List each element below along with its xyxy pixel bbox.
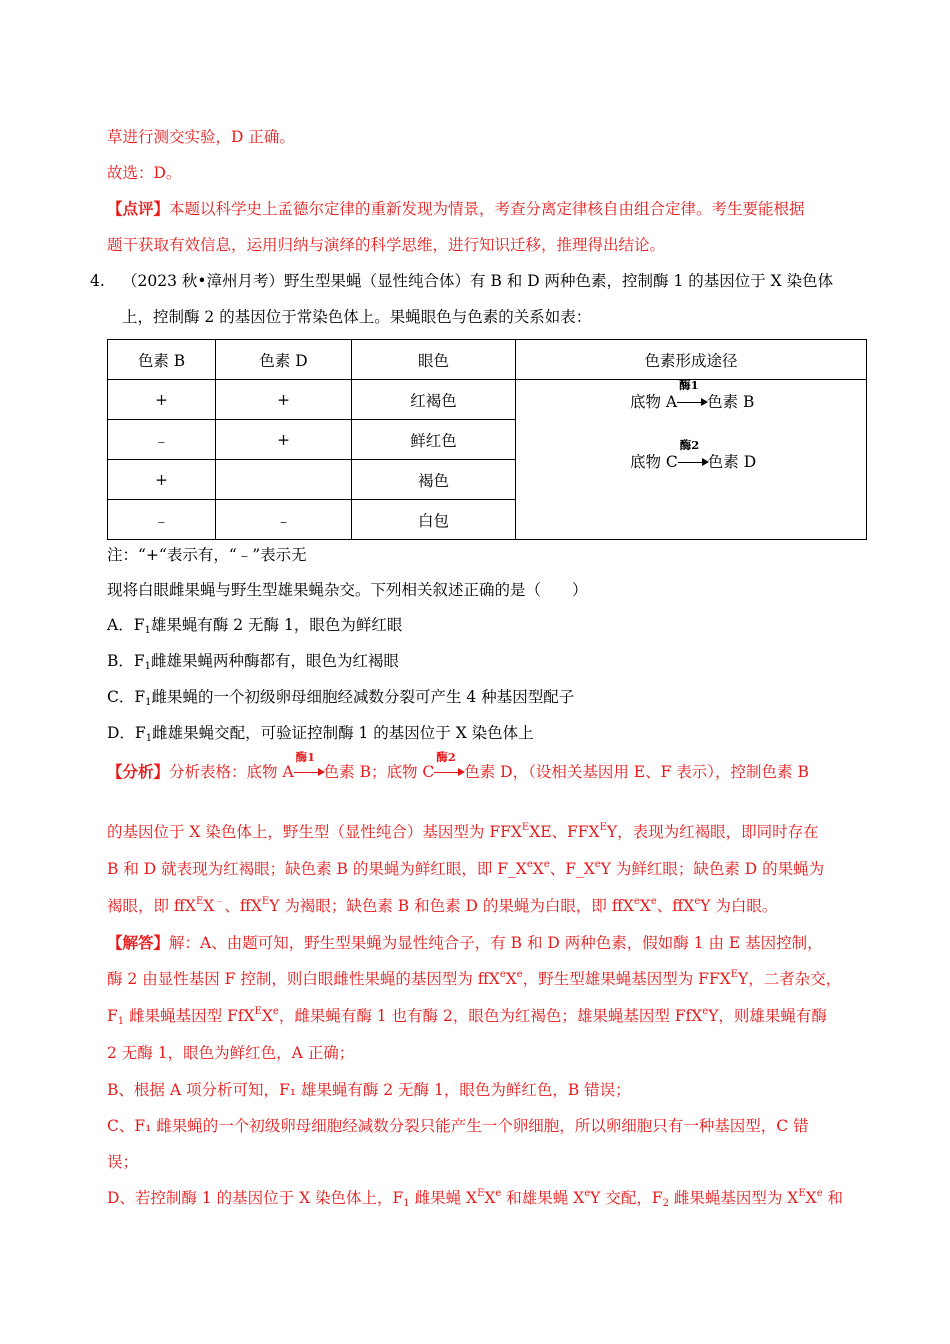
table-header-cell: 色素 D — [216, 340, 352, 380]
pathway-cell — [516, 380, 867, 540]
question-prompt: 现将白眼雌果蝇与野生型雄果蝇杂交。下列相关叙述正确的是（ ） — [107, 581, 588, 599]
option-b: B．$F_1$雌雄果蝇两种酶都有，眼色为红褐眼 — [107, 652, 400, 672]
option-d-text: 雌雄果蝇交配，可验证控制酶 1 的基因位于 X 染色体上 — [152, 724, 534, 742]
question-number: 4. — [90, 272, 105, 290]
table-cell: 鲜红色 — [352, 420, 516, 460]
analysis-tail: 色素 D，（设相关基因用 E、F 表示），控制色素 B — [464, 763, 809, 781]
question-stem-2: 上，控制酶 2 的基因位于常染色体上。果蝇眼色与色素的关系如表： — [122, 308, 592, 326]
solution-line-1 — [107, 933, 823, 953]
arrow-icon — [677, 378, 707, 407]
table-row — [108, 380, 867, 420]
option-c: C．$F_1$雌果蝇的一个初级卵母细胞经减数分裂可产生 4 种基因型配子 — [107, 688, 575, 708]
pathway-2-end: 色素 D — [707, 453, 757, 471]
table-cell: + — [108, 460, 216, 500]
question-stem-1: （2023 秋•漳州月考）野生型果蝇（显性纯合体）有 B 和 D 两种色素，控制酶 1 的基因位于 X 染色体 — [122, 272, 834, 290]
pathway-2-enzyme: 酶2 — [679, 438, 700, 452]
pathway-1-enzyme: 酶1 — [679, 378, 699, 392]
comment-line-2: 题干获取有效信息，运用归纳与演绎的科学思维，进行知识迁移，推理得出结论。 — [107, 236, 666, 254]
table-cell: 白包 — [352, 500, 516, 540]
option-a-text: 雄果蝇有酶 2 无酶 1，眼色为鲜红眼 — [150, 616, 403, 634]
solution-b: B、根据 A 项分析可知，F₁ 雄果蝇有酶 2 无酶 1，眼色为鲜红色，B 错误； — [107, 1081, 631, 1099]
arrow-icon — [678, 438, 708, 467]
analysis-tag: 【分析】 — [107, 762, 170, 781]
comment-tag: 【点评】 — [107, 199, 170, 218]
table-cell: 褐色 — [352, 460, 516, 500]
option-b-text: 雌雄果蝇两种酶都有，眼色为红褐眼 — [151, 652, 400, 670]
pigment-table — [107, 339, 867, 540]
table-cell: ﹣ — [216, 500, 352, 540]
comment-line-1 — [107, 199, 805, 219]
pathway-2 — [630, 438, 757, 472]
comment-text-1: 本题以科学史上孟德尔定律的重新发现为情景，考查分离定律核自由组合定律。考生要能根据 — [169, 200, 805, 218]
solution-line-4: 2 无酶 1，眼色为鲜红色，A 正确； — [107, 1044, 355, 1062]
table-note: 注：“+“表示有，“﹣”表示无 — [107, 546, 307, 564]
analysis-line-1 — [107, 750, 809, 782]
solution-line-2: 酶 2 由显性基因 F 控制，则白眼雌性果蝇的基因型为 ffX$^e$Xe，野生型雄果蝇基因型为 $FFX^EY$，二者杂交， — [107, 969, 842, 988]
solution-text-1: 解：A、由题可知，野生型果蝇为显性纯合子，有 B 和 D 两种色素，假如酶 1 由 E 基因控制， — [169, 934, 823, 952]
arrow-icon: 酶2 — [434, 763, 464, 777]
option-c-text: 雌果蝇的一个初级卵母细胞经减数分裂可产生 4 种基因型配子 — [151, 688, 575, 706]
table-header-cell: 眼色 — [352, 340, 516, 380]
pathway-2-start: 底物 C — [630, 453, 678, 471]
analysis-line-2: 的基因位于 X 染色体上，野生型（显性纯合）基因型为 $FFX^EXE$、$FFX^EY$，表现为红褐眼，即同时存在 — [107, 822, 819, 841]
pathway-1-end: 色素 B — [707, 393, 755, 411]
table-cell: + — [216, 380, 352, 420]
arrow-icon: 酶1 — [294, 763, 324, 777]
analysis-mid: 色素 B；底物 C — [323, 763, 435, 781]
analysis-lead: 分析表格：底物 A — [169, 763, 294, 781]
solution-c-1: C、F₁ 雌果蝇的一个初级卵母细胞经减数分裂只能产生一个卵细胞，所以卵细胞只有一种基因型，C 错 — [107, 1117, 809, 1135]
prev-line-2: 故选：D。 — [107, 164, 182, 182]
solution-tag: 【解答】 — [107, 933, 170, 952]
analysis-line-3: B 和 D 就表现为红褐眼；缺色素 B 的果蝇为鲜红眼，即 F_XeXe、F_XeY 为鲜红眼；缺色素 D 的果蝇为 — [107, 859, 825, 878]
table-cell: ﹣ — [108, 500, 216, 540]
solution-d: D、若控制酶 1 的基因位于 X 染色体上，$F_1$ 雌果蝇 $X^EXe$ 和雄果蝇 XeY 交配，$F_2$ 雌果蝇基因型为 $X^EXe$ 和 — [107, 1188, 844, 1209]
option-d: D．$F_1$雌雄果蝇交配，可验证控制酶 1 的基因位于 X 染色体上 — [107, 724, 534, 744]
table-cell — [216, 460, 352, 500]
option-a: A．$F_1$雄果蝇有酶 2 无酶 1，眼色为鲜红眼 — [107, 616, 403, 636]
table-header-cell: 色素形成途径 — [516, 340, 867, 380]
solution-c-2: 误； — [107, 1153, 139, 1171]
pathway-1 — [630, 378, 755, 412]
table-header-row — [108, 340, 867, 380]
table-cell: + — [216, 420, 352, 460]
analysis-line-4: 褐眼，即 ffX$^E$X﹣、ffX$^E$Y 为褐眼；缺色素 B 和色素 D 的果蝇为白眼，即 ffX$^e$Xe、ffX$^e$Y 为白眼。 — [107, 896, 778, 915]
table-header-cell: 色素 B — [108, 340, 216, 380]
solution-line-3: $F_1$ 雌果蝇基因型 FfX$^E$Xe，雌果蝇有酶 1 也有酶 2，眼色为红褐色；雄果蝇基因型 FfX$^e$Y，则雄果蝇有酶 — [107, 1006, 827, 1027]
table-cell: + — [108, 380, 216, 420]
pathway-1-start: 底物 A — [630, 393, 678, 411]
table-cell: 红褐色 — [352, 380, 516, 420]
prev-line-1: 草进行测交实验，D 正确。 — [107, 128, 295, 146]
table-cell: ﹣ — [108, 420, 216, 460]
